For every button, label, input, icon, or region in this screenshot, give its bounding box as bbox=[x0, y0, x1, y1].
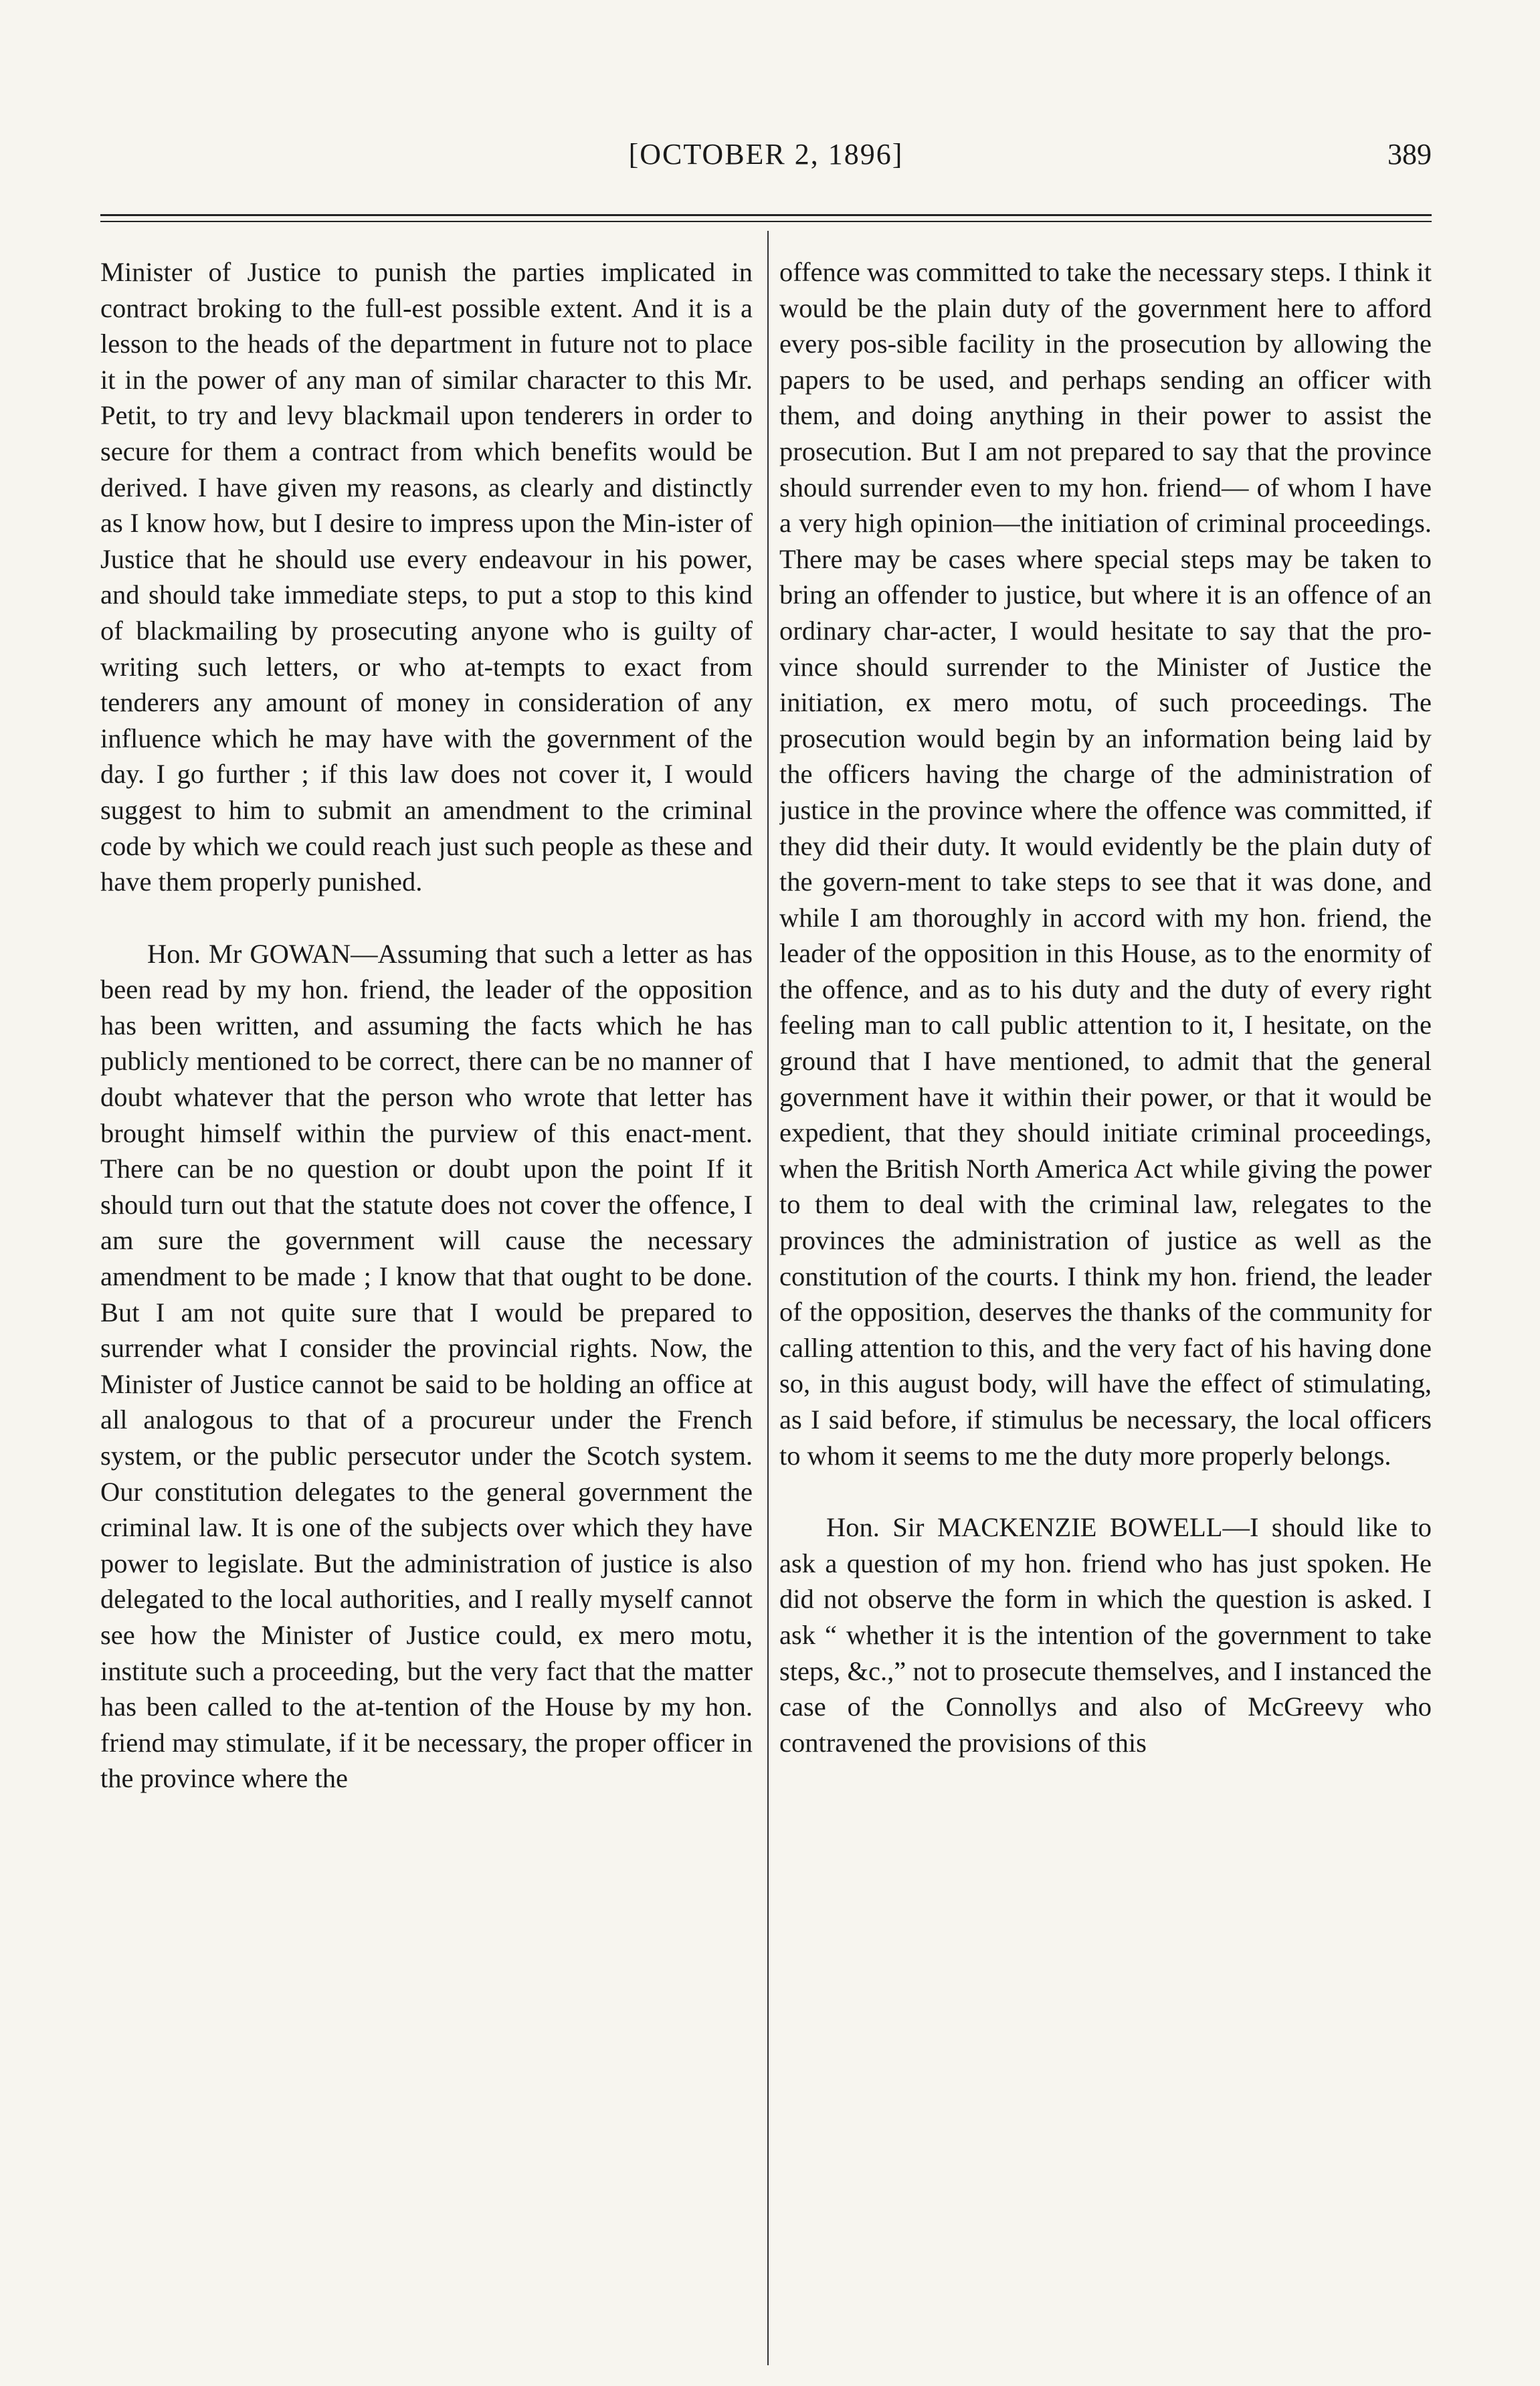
right-column bbox=[779, 254, 1432, 2362]
page-header bbox=[100, 137, 1432, 177]
column-divider bbox=[767, 231, 769, 2365]
right-paragraph-bowell-speech: Hon. Sir MACKENZIE BOWELL—I should like to ask a question of my hon. friend who has just spoken. He did not observe the form in which the question is asked. I ask “ whether it is the intention of the government to take steps, &c.,” not to prosecute themselves, and I instanced the case of the Connollys and also of McGreevy who contravened the provisions of this bbox=[779, 1512, 1432, 1758]
issue-date: [OCTOBER 2, 1896] bbox=[628, 138, 904, 171]
left-paragraph-1: Minister of Justice to punish the parties implicated in contract broking to the full-est possible extent. And it is a lesson to the heads of the department in future not to place it in the power of any man of similar character to this Mr. Petit, to try and levy blackmail upon tenderers in order to secure for them a contract from which benefits would be derived. I have given my reasons, as clearly and distinctly as I know how, but I desire to impress upon the Min-ister of Justice that he should use every endeavour in his power, and should take immediate steps, to put a stop to this kind of blackmailing by prosecuting anyone who is guilty of writing such letters, or who at-tempts to exact from tenderers any amount of money in consideration of any influence which he may have with the government of the day. I go further ; if this law does not cover it, I would suggest to him to submit an amendment to the criminal code by which we could reach just such people as these and have them properly punished. bbox=[100, 257, 753, 897]
left-paragraph-gowan-speech: Hon. Mr GOWAN—Assuming that such a letter as has been read by my hon. friend, the leader of the opposition has been written, and assuming the facts which he has publicly mentioned to be correct, there can be no manner of doubt whatever that the person who wrote that letter has brought himself within the purview of this enact-ment. There can be no question or doubt upon the point If it should turn out that the statute does not cover the offence, I am sure the government will cause the necessary amendment to be made ; I know that that ought to be done. But I am not quite sure that I would be prepared to surrender what I consider the provincial rights. Now, the Minister of Justice cannot be said to be holding an office at all analogous to that of a procureur under the French system, or the public persecutor under the Scotch system. Our constitution delegates to the general government the criminal law. It is one of the subjects over which they have power to legislate. But the administration of justice is also delegated to the local authorities, and I really myself cannot see how the Minister of Justice could, ex mero motu, institute such a proceeding, but the very fact that the matter has been called to the at-tention of the House by my hon. friend may stimulate, if it be necessary, the proper officer in the province where the bbox=[100, 938, 753, 1794]
header-rule bbox=[100, 214, 1432, 216]
right-paragraph-1: offence was committed to take the necessary steps. I think it would be the plain duty of the government here to afford every pos-sible facility in the prosecution by allowing the papers to be used, and perhaps sending an officer with them, and doing anything in their power to assist the prosecution. But I am not prepared to say that the province should surrender even to my hon. friend— of whom I have a very high opinion—the initiation of criminal proceedings. There may be cases where special steps may be taken to bring an offender to justice, but where it is an offence of an ordinary char-acter, I would hesitate to say that the pro-vince should surrender to the Minister of Justice the initiation, ex mero motu, of such proceedings. The prosecution would begin by an information being laid by the officers having the charge of the administration of justice in the province where the offence was committed, if they did their duty. It would evidently be the plain duty of the govern-ment to take steps to see that it was done, and while I am thoroughly in accord with my hon. friend, the leader of the opposition in this House, as to the enormity of the offence, and as to his duty and the duty of every right feeling man to call public attention to it, I hesitate, on the ground that I have mentioned, to admit that the general government have it within their power, or that it would be expedient, that they should initiate criminal proceedings, when the British North America Act while giving the power to them to deal with the criminal law, relegates to the provinces the administration of justice as well as the constitution of the courts. I think my hon. friend, the leader of the opposition, deserves the thanks of the community for calling attention to this, and the very fact of his having done so, in this august body, will have the effect of stimulating, as I said before, if stimulus be necessary, the local officers to whom it seems to me the duty more properly belongs. bbox=[779, 257, 1432, 1471]
page-number: 389 bbox=[1387, 138, 1432, 171]
left-column bbox=[100, 254, 753, 2362]
header-rule-thin bbox=[100, 221, 1432, 222]
